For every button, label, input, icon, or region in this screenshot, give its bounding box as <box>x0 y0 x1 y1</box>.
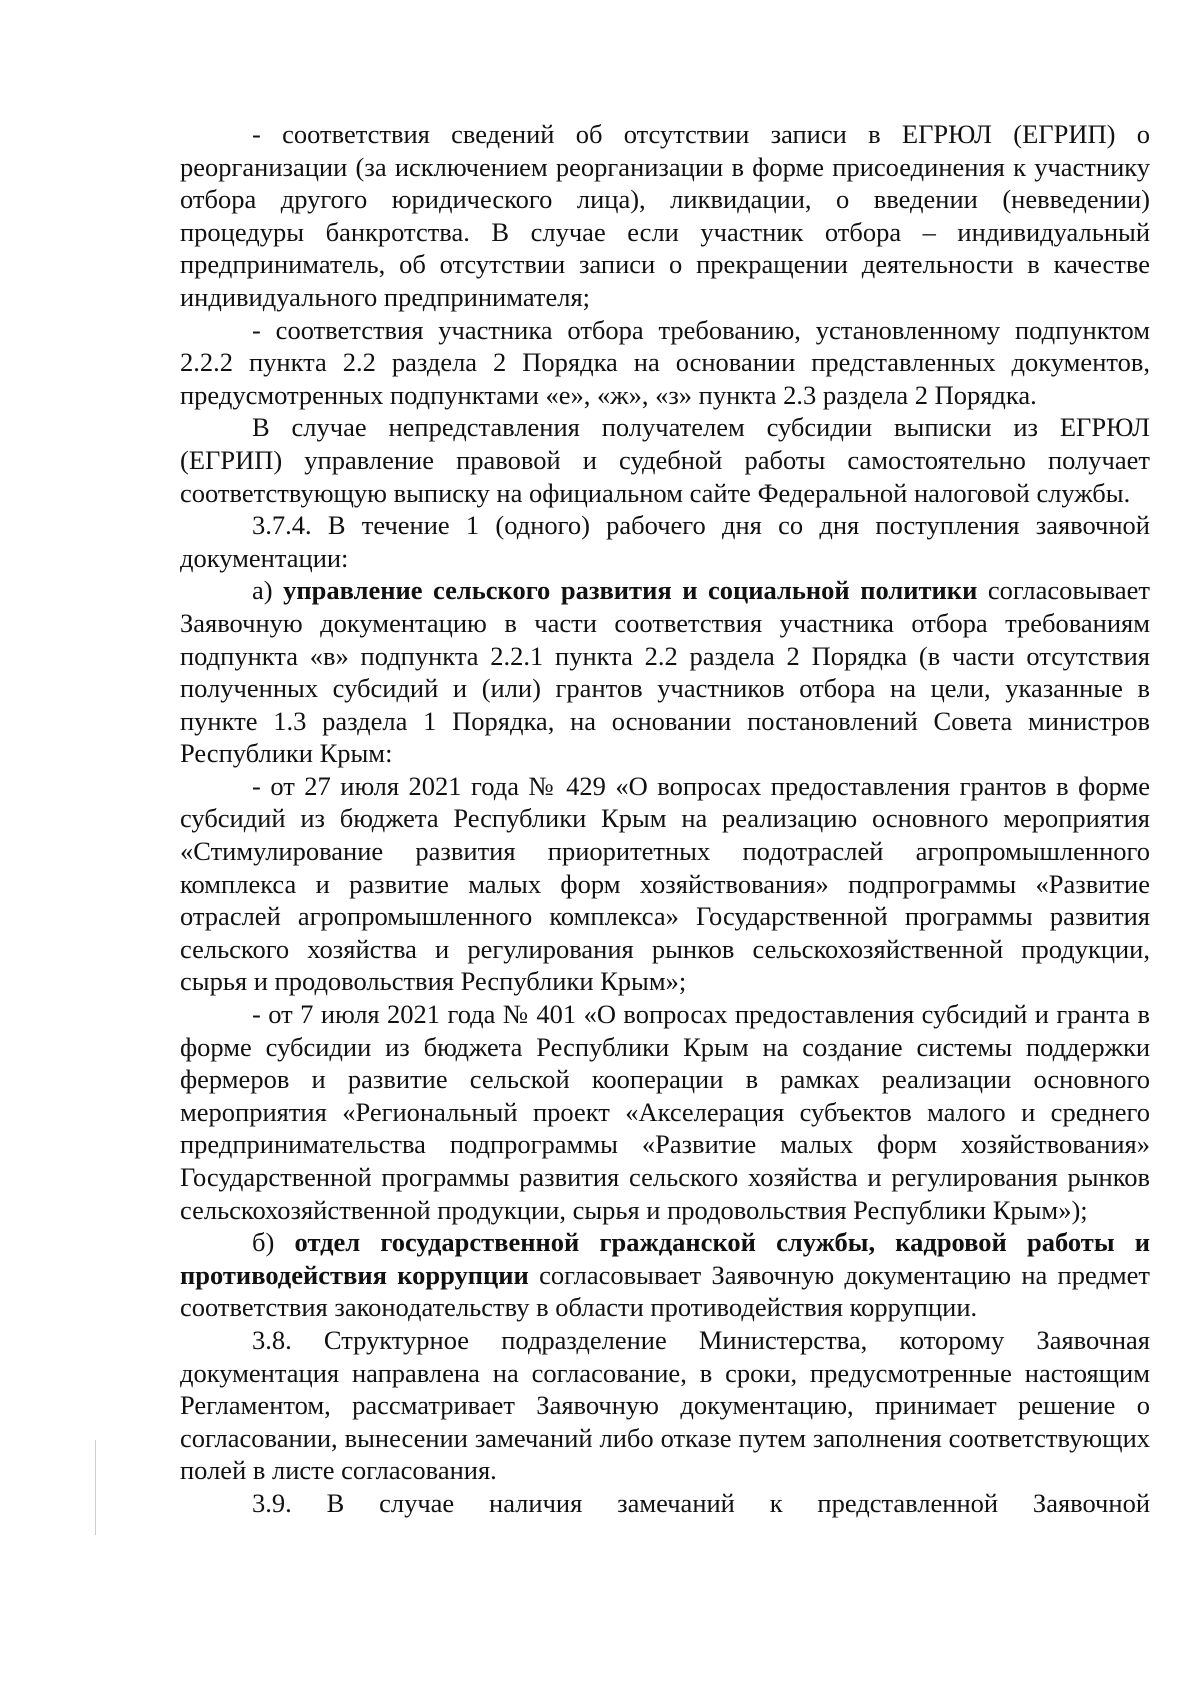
scan-margin-mark <box>95 1440 96 1535</box>
paragraph-3-9: 3.9. В случае наличия замечаний к представленной Заявочной <box>252 1487 1150 1518</box>
item-b-prefix: б) <box>252 1227 295 1258</box>
item-b-department: отдел государственной гражданской службы, кадровой работы и противодействия коррупции <box>180 1227 1151 1290</box>
paragraph-item-a <box>180 574 1150 770</box>
paragraph-resolution-401: - от 7 июля 2021 года № 401 «О вопросах предоставления субсидий и гранта в форме субсидии из бюджета Республики Крым на создание системы поддержки фермеров и развитие сельской кооперации в рамках реализации основного мероприятия «Региональный проект «Акселерация субъектов малого и среднего предпринимательства подпрограммы «Развитие малых форм хозяйствования» Государственной программы развития сельского хозяйства и регулирования рынков сельскохозяйственной продукции, сырья и продовольствия Республики Крым»); <box>180 999 1150 1225</box>
paragraph-item-b <box>180 1226 1150 1324</box>
item-a-department: управление сельского развития и социальной политики <box>283 575 978 606</box>
item-b-text: согласовывает Заявочную документацию на предмет соответствия законодательству в области противодействия коррупции. <box>180 1259 1150 1323</box>
paragraph-3-7-4: 3.7.4. В течение 1 (одного) рабочего дня со дня поступления заявочной документации: <box>180 510 1150 573</box>
item-a-text: согласовывает Заявочную документацию в части соответствия участника отбора требованиям подпункта «в» подпункта 2.2.1 пункта 2.2 раздела 2 Порядка (в части отсутствия полученных субсидий и (или) грантов участников отбора на цели, указанные в пункте 1.3 раздела 1 Порядка, на основании постановлений Совета министров Республики Крым: <box>180 575 1150 769</box>
paragraph-extract-nonsubmission: В случае непредставления получателем субсидии выписки из ЕГРЮЛ (ЕГРИП) управление правовой и судебной работы самостоятельно получает соответствующую выписку на официальном сайте Федеральной налоговой службы. <box>180 412 1150 508</box>
paragraph-resolution-429: - от 27 июля 2021 года № 429 «О вопросах предоставления грантов в форме субсидий из бюджета Республики Крым на реализацию основного мероприятия «Стимулирование развития приоритетных подотраслей агропромышленного комплекса и развитие малых форм хозяйствования» подпрограммы «Развитие отраслей агропромышленного комплекса» Государственной программы развития сельского хозяйства и регулирования рынков сельскохозяйственной продукции, сырья и продовольствия Республики Крым»; <box>180 770 1150 997</box>
item-a-prefix: а) <box>252 575 284 606</box>
paragraph-3-8: 3.8. Структурное подразделение Министерства, которому Заявочная документация направлена на согласование, в сроки, предусмотренные настоящим Регламентом, рассматривает Заявочную документацию, принимает решение о согласовании, вынесении замечаний либо отказе путем заполнения соответствующих полей в листе согласования. <box>180 1324 1150 1486</box>
document-page <box>180 118 1150 1520</box>
paragraph-egrul-record: - соответствия сведений об отсутствии записи в ЕГРЮЛ (ЕГРИП) о реорганизации (за исключением реорганизации в форме присоединения к участнику отбора другого юридического лица), ликвидации, о введении (невведении) процедуры банкротства. В случае если участник отбора – индивидуальный предприниматель, об отсутствии записи о прекращении деятельности в качестве индивидуального предпринимателя; <box>180 119 1150 312</box>
paragraph-participant-requirement: - соответствия участника отбора требованию, установленному подпунктом 2.2.2 пункта 2.2 раздела 2 Порядка на основании представленных документов, предусмотренных подпунктами «е», «ж», «з» пункта 2.3 раздела 2 Порядка. <box>180 314 1150 410</box>
